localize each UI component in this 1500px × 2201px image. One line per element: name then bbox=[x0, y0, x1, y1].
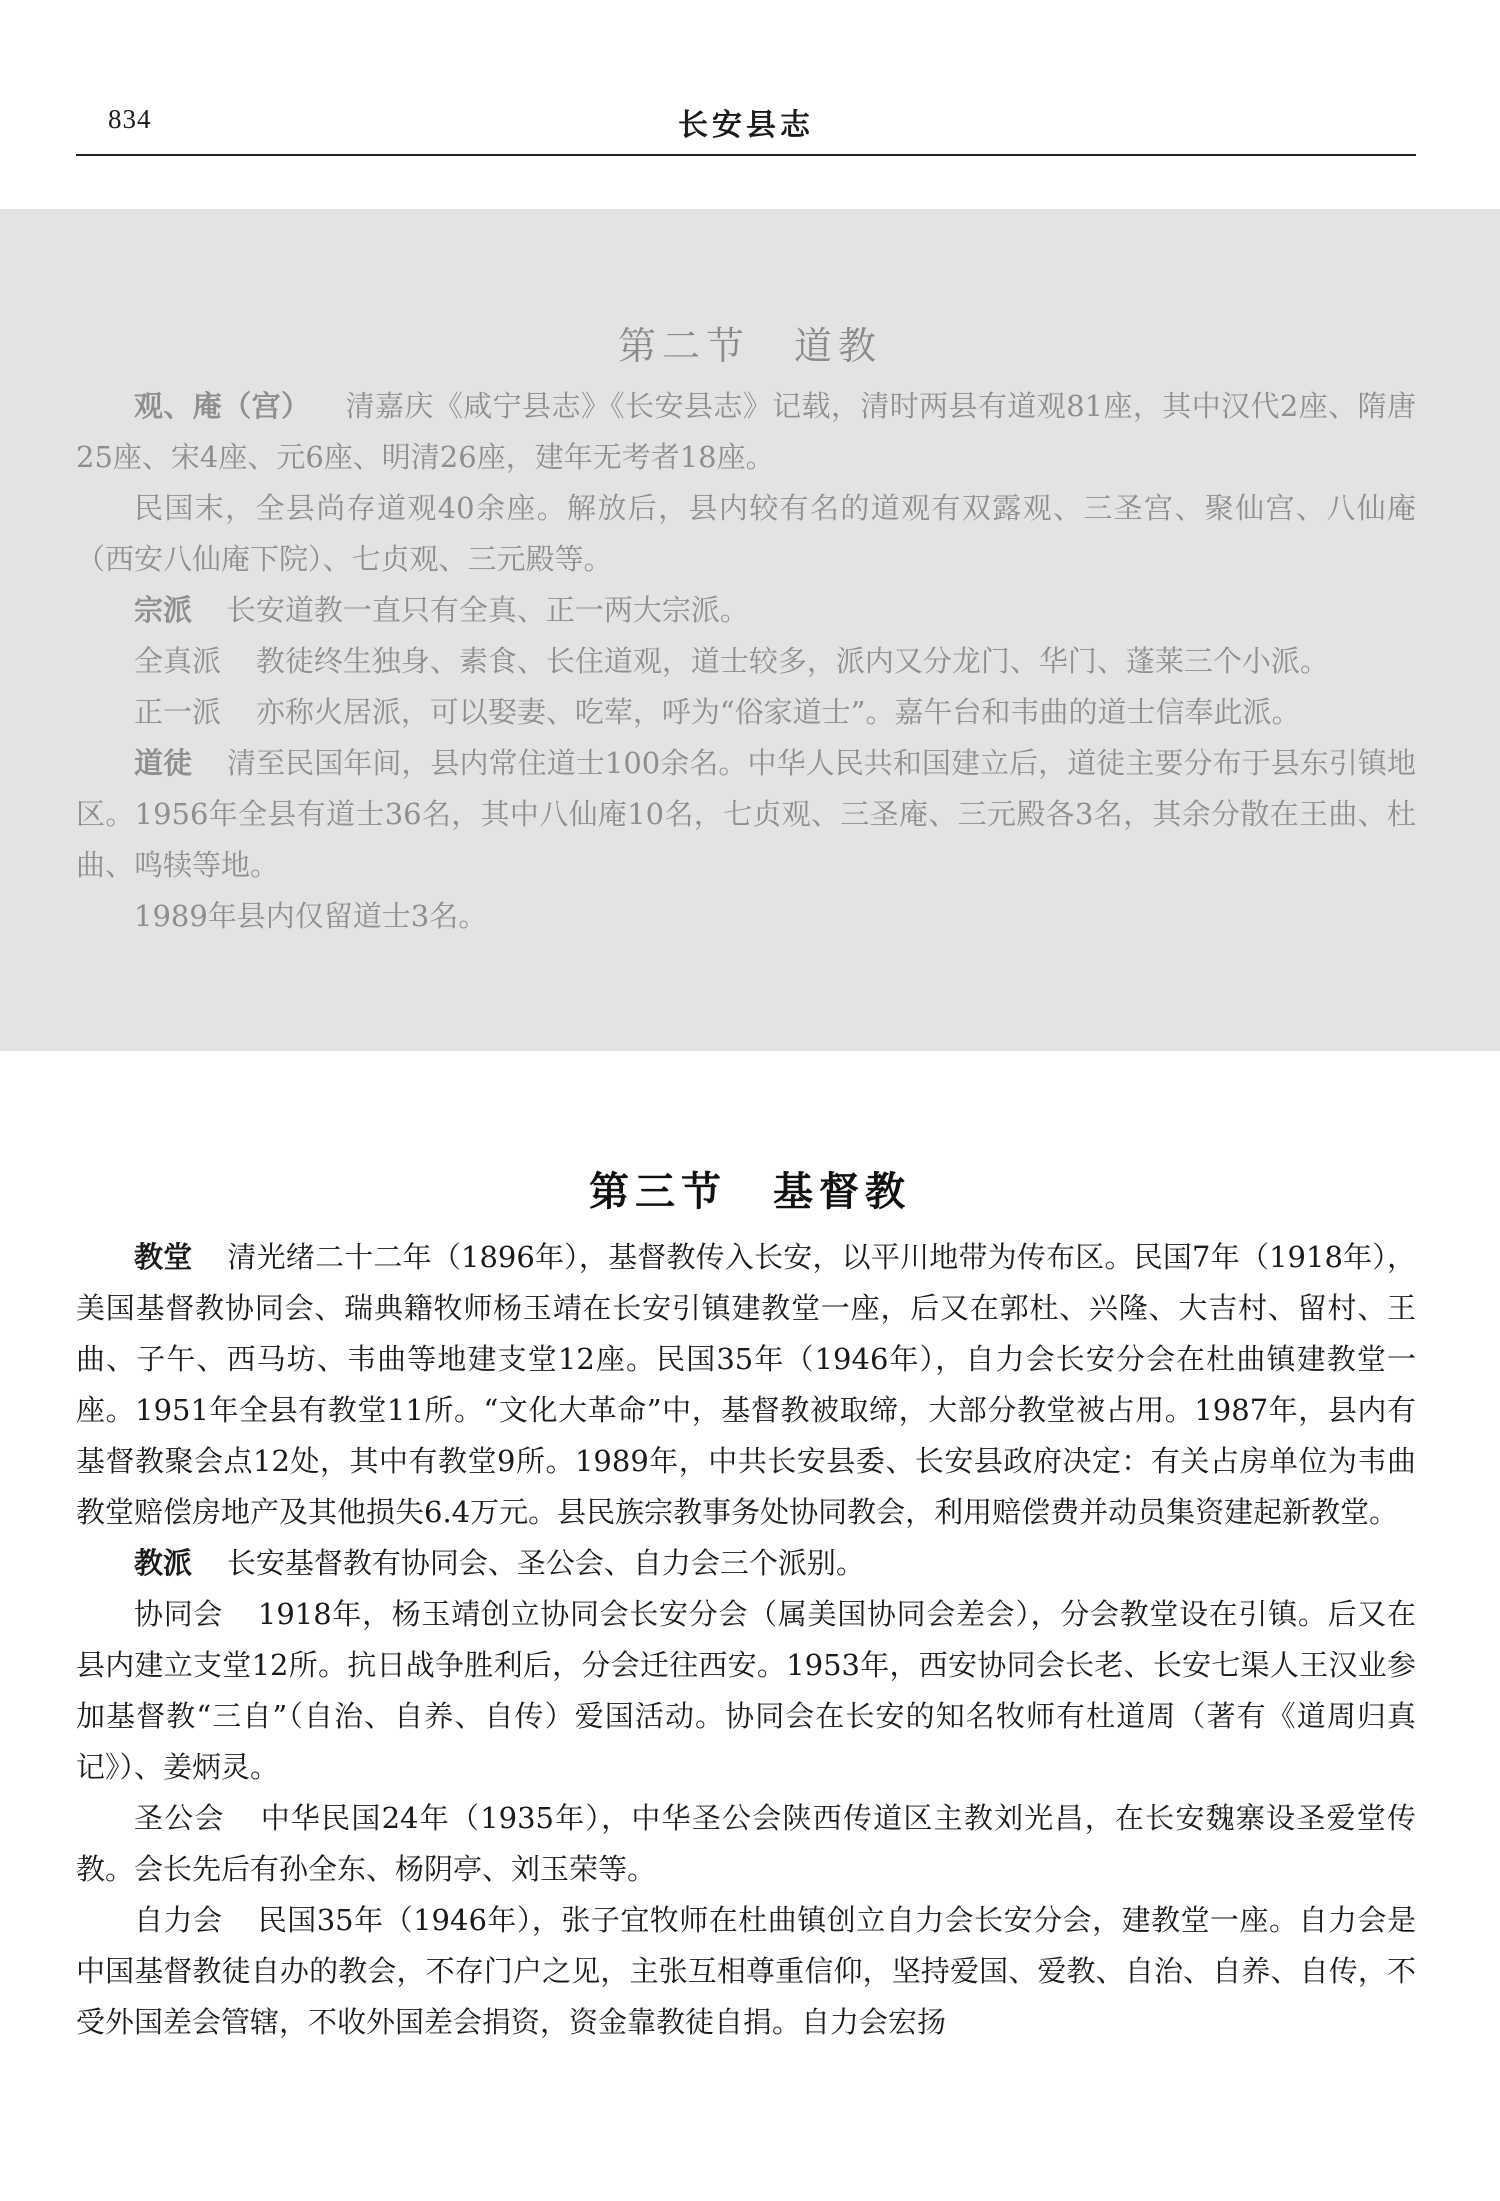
paragraph-term: 教派 bbox=[134, 1546, 193, 1580]
paragraph-text: 1989年县内仅留道士3名。 bbox=[134, 899, 488, 933]
section-title-daoism: 第二节 道教 bbox=[617, 324, 882, 368]
paragraph bbox=[76, 483, 1416, 585]
paragraph-term: 观、庵（宫） bbox=[134, 389, 311, 423]
paragraph-term: 协同会 bbox=[134, 1597, 224, 1631]
paragraph-text: 长安道教一直只有全真、正一两大宗派。 bbox=[226, 593, 749, 627]
daoism-body bbox=[76, 381, 1416, 942]
christianity-body bbox=[76, 1232, 1416, 2048]
header-rule bbox=[76, 154, 1416, 156]
paragraph bbox=[76, 636, 1416, 687]
paragraph-text: 清至民国年间，县内常住道士100余名。中华人民共和国建立后，道徒主要分布于县东引镇地区。1956年全县有道士36名，其中八仙庵10名，七贞观、三圣庵、三元殿各3名，其余分散在王曲、杜曲、鸣犊等地。 bbox=[76, 746, 1416, 882]
paragraph-text: 民国末，全县尚存道观40余座。解放后，县内较有名的道观有双露观、三圣宫、聚仙宫、八仙庵（西安八仙庵下院）、七贞观、三元殿等。 bbox=[76, 491, 1416, 576]
paragraph-text: 清嘉庆《咸宁县志》《长安县志》记载，清时两县有道观81座，其中汉代2座、隋唐25座、宋4座、元6座、明清26座，建年无考者18座。 bbox=[76, 389, 1416, 474]
paragraph bbox=[76, 381, 1416, 483]
paragraph-term: 圣公会 bbox=[134, 1801, 225, 1835]
page-number: 834 bbox=[108, 104, 152, 134]
paragraph-text: 教徒终生独身、素食、长住道观，道士较多，派内又分龙门、华门、蓬莱三个小派。 bbox=[255, 644, 1329, 678]
daoism-section bbox=[0, 209, 1500, 1051]
paragraph-term: 宗派 bbox=[134, 593, 193, 627]
paragraph-term: 正一派 bbox=[134, 695, 222, 729]
paragraph bbox=[76, 738, 1416, 891]
paragraph-text: 长安基督教有协同会、圣公会、自力会三个派别。 bbox=[226, 1546, 865, 1580]
paragraph bbox=[76, 687, 1416, 738]
paragraph bbox=[76, 1232, 1416, 1538]
paragraph bbox=[76, 1538, 1416, 1589]
paragraph bbox=[76, 891, 1416, 942]
page-header bbox=[76, 104, 1416, 154]
paragraph bbox=[76, 1589, 1416, 1793]
paragraph-term: 全真派 bbox=[134, 644, 222, 678]
paragraph-term: 教堂 bbox=[134, 1240, 193, 1274]
paragraph bbox=[76, 585, 1416, 636]
paragraph-text: 清光绪二十二年（1896年），基督教传入长安，以平川地带为传布区。民国7年（1918年），美国基督教协同会、瑞典籍牧师杨玉靖在长安引镇建教堂一座，后又在郭杜、兴隆、大吉村、留村、王曲、子午、西马坊、韦曲等地建支堂12座。民国35年（1946年），自力会长安分会在杜曲镇建教堂一座。1951年全县有教堂11所。“文化大革命”中，基督教被取缔，大部分教堂被占用。1987年，县内有基督教聚会点12处，其中有教堂9所。1989年，中共长安县委、长安县政府决定：有关占房单位为韦曲教堂赔偿房地产及其他损失6.4万元。县民族宗教事务处协同教会，利用赔偿费并动员集资建起新教堂。 bbox=[76, 1240, 1416, 1529]
paragraph-text: 民国35年（1946年），张子宜牧师在杜曲镇创立自力会长安分会，建教堂一座。自力会是中国基督教徒自办的教会，不存门户之见，主张互相尊重信仰，坚持爱国、爱教、自治、自养、自传，不受外国差会管辖，不收外国差会捐资，资金靠教徒自捐。自力会宏扬 bbox=[76, 1903, 1416, 2039]
paragraph-text: 亦称火居派，可以娶妻、吃荤，呼为“俗家道士”。嘉午台和韦曲的道士信奉此派。 bbox=[255, 695, 1301, 729]
paragraph bbox=[76, 1895, 1416, 2048]
section-title-christianity: 第三节 基督教 bbox=[589, 1168, 911, 1215]
paragraph-term: 自力会 bbox=[134, 1903, 223, 1937]
book-title: 长安县志 bbox=[678, 108, 814, 143]
paragraph-term: 道徒 bbox=[134, 746, 193, 780]
paragraph bbox=[76, 1793, 1416, 1895]
paragraph-text: 1918年，杨玉靖创立协同会长安分会（属美国协同会差会），分会教堂设在引镇。后又在县内建立支堂12所。抗日战争胜利后，分会迁往西安。1953年，西安协同会长老、长安七渠人王汉业参加基督教“三自”（自治、自养、自传）爱国活动。协同会在长安的知名牧师有杜道周（著有《道周归真记》）、姜炳灵。 bbox=[76, 1597, 1416, 1784]
paragraph-text: 中华民国24年（1935年），中华圣公会陕西传道区主教刘光昌，在长安魏寨设圣爱堂传教。会长先后有孙全东、杨阴亭、刘玉荣等。 bbox=[76, 1801, 1416, 1886]
